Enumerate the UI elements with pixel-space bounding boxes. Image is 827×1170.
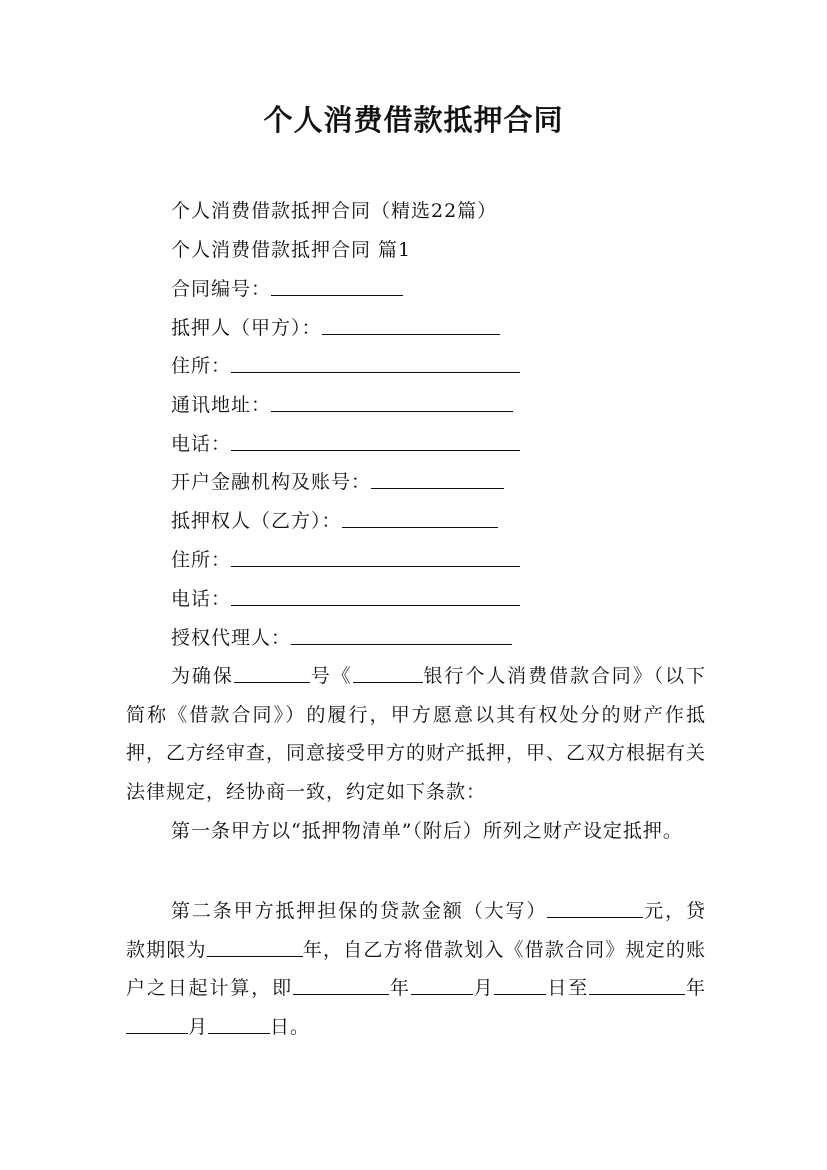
mortgagor-blank — [322, 315, 500, 335]
mortgagor-address-field — [171, 351, 520, 381]
mortgagee-address-label: 住所： — [171, 549, 232, 571]
article-1-paragraph: 第一条甲方以“抵押物清单”（附后）所列之财产设定抵押。 — [171, 820, 683, 842]
start-month-blank — [411, 975, 473, 995]
bank-account-label: 开户金融机构及账号： — [171, 471, 372, 493]
mortgagee-label: 抵押权人（乙方）： — [171, 510, 342, 532]
bank-name-blank — [353, 663, 423, 683]
article-2-text-7: 年 — [685, 977, 706, 1000]
article-2-text-1: 第二条甲方抵押担保的贷款金额（大写） — [171, 900, 548, 922]
contract-number-blank — [271, 276, 403, 296]
mortgagee-address-blank — [231, 547, 520, 567]
mortgagor-phone-label: 电话： — [171, 433, 232, 455]
intro-text-1: 为确保 — [171, 665, 234, 687]
mailing-address-blank — [271, 392, 513, 412]
article-2-text-8: 月 — [188, 1015, 209, 1038]
mortgagee-address-field — [171, 545, 520, 575]
mailing-address-field — [171, 390, 513, 420]
authorized-agent-label: 授权代理人： — [171, 627, 292, 649]
article-2-paragraph — [126, 892, 706, 1046]
document-title: 个人消费借款抵押合同 — [263, 103, 564, 137]
mortgagor-field — [171, 313, 500, 343]
loan-amount-blank — [547, 898, 643, 918]
loan-term-blank — [207, 937, 303, 957]
mortgagee-phone-field — [171, 584, 520, 614]
start-day-blank — [494, 975, 546, 995]
mortgagor-address-label: 住所： — [171, 355, 232, 377]
mortgagor-label: 抵押人（甲方）： — [171, 317, 322, 339]
mortgagor-address-blank — [231, 353, 520, 373]
end-year-blank — [589, 975, 685, 995]
mailing-address-label: 通讯地址： — [171, 394, 272, 416]
authorized-agent-field — [171, 623, 512, 653]
article-2-text-6: 日至 — [546, 977, 590, 1000]
document-subtitle: 个人消费借款抵押合同（精选22篇） — [171, 200, 498, 222]
mortgagor-phone-blank — [231, 431, 520, 451]
start-year-blank — [293, 975, 389, 995]
section-heading: 个人消费借款抵押合同 篇1 — [171, 239, 412, 261]
contract-number-field — [171, 274, 403, 304]
end-month-blank — [126, 1014, 188, 1034]
intro-text-3: 银行个人消费借款合同》（以下简称《借款合同》）的履行，甲方愿意以其有权处分的财产作抵押，乙方经审查，同意接受甲方的财产抵押，甲、乙双方根据有关法律规定，经协商一致，约定如下条款： — [126, 665, 707, 803]
end-day-blank — [208, 1014, 270, 1034]
intro-paragraph — [126, 657, 706, 811]
article-2-text-3: 年，自乙方将借款划入《借款合同》规定的账户之日起计算，即 — [126, 938, 706, 1000]
contract-number-ref-blank — [234, 663, 310, 683]
mortgagee-blank — [342, 508, 498, 528]
contract-number-label: 合同编号： — [171, 278, 272, 300]
bank-account-blank — [371, 469, 504, 489]
article-2-text-9: 日。 — [270, 1015, 311, 1038]
mortgagee-field — [171, 506, 498, 536]
mortgagee-phone-blank — [231, 586, 520, 606]
article-2-text-4: 年 — [388, 977, 411, 1000]
bank-account-field — [171, 467, 504, 497]
article-2-text-2: 元，贷款期限为 — [126, 900, 706, 961]
mortgagee-phone-label: 电话： — [171, 588, 232, 610]
authorized-agent-blank — [291, 625, 512, 645]
article-2-text-5: 月 — [472, 977, 495, 1000]
intro-text-2: 号《 — [309, 665, 353, 687]
mortgagor-phone-field — [171, 429, 520, 459]
